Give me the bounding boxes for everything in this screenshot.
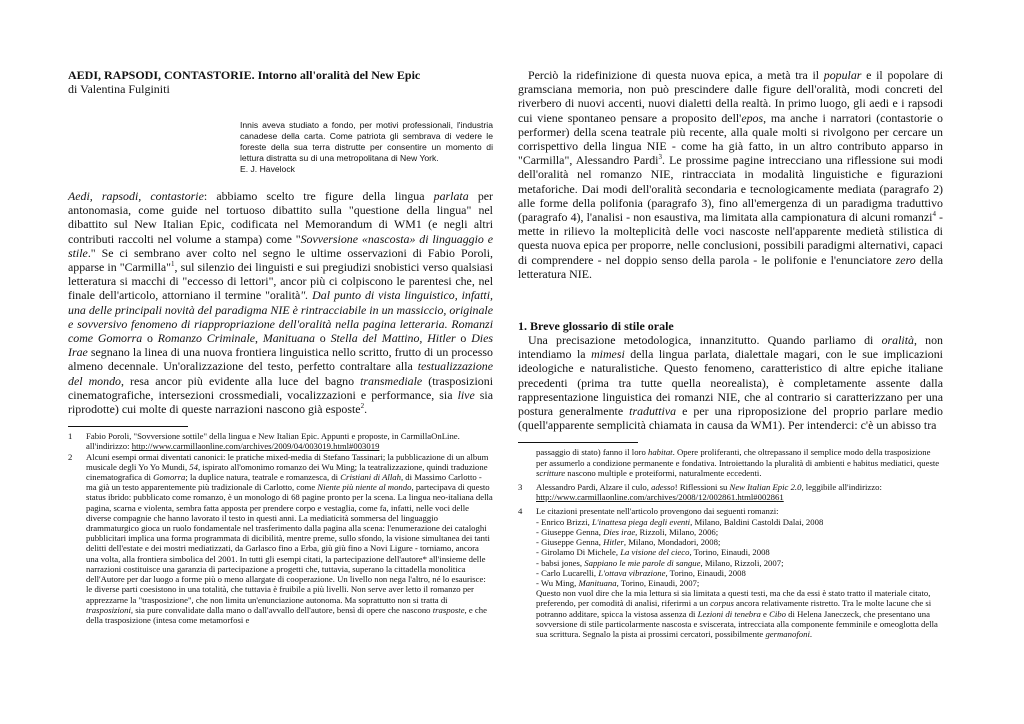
txt: , Torino, Einaudi, 2008 [689,547,770,558]
footnote-3 [518,482,943,502]
footnote-2 [68,452,493,625]
left-column [68,68,493,625]
em: Aedi, rapsodi, contastorie [68,189,204,203]
txt: , non intendiamo la [518,333,943,362]
footnote-1-link[interactable]: http://www.carmillaonline.com/archives/2009/04/003019.html#003019 [131,441,380,452]
em: New Italian Epic 2.0 [729,482,802,493]
txt: , e che della trasposizione (intesa come metamorfosi e [86,604,487,625]
txt: di Helena Janeczeck, che presentano una sovversione di stile particolarmente nascosta e sviscerata, intrecciata alla componente femminile e omeoglotta della sua scrittura. Segnalo la pista ai prossimi cercatori, possibilmente [536,608,938,639]
em: Gomorra [153,472,186,483]
footnote-outro [536,588,943,639]
body-paragraph-2 [518,68,943,281]
em: Sovversione «nascosta» di linguaggio e stile [68,231,494,260]
em: germanofoni [765,628,810,639]
em: oralità [881,333,914,348]
txt: e il popolare di gramsciana memoria, non può prescindere dalle figure dell'oralità, modi concreti del riverbero di nuovi accenti, nuovi dialetti della realtà. In primo luogo, gli aedi e i rapsodi cui viene spontaneo pensare a proposito dell' [518,68,943,125]
em: Romanzo Criminale [157,331,256,346]
footnote-ref-4[interactable]: 4 [932,210,936,219]
em: transmediale [360,373,423,388]
txt: - Giuseppe Genna, [536,526,604,537]
txt: : abbiamo scelto tre figure della lingua [203,189,434,203]
section-heading: 1. Breve glossario di stile orale [518,319,674,334]
footnote-number: 3 [518,482,523,493]
txt: - Girolamo Di Michele, [536,547,621,558]
txt: - Giuseppe Genna, [536,537,604,548]
em: mimesi [591,347,625,362]
txt: , Milano, Baldini Castoldi Dalai, 2008 [690,516,824,527]
txt: , Rizzoli, Milano, 2006; [635,526,719,537]
list-item [536,527,943,537]
txt: (trasposizioni cinematografiche, intersezioni crossmediali, vocalizzazioni e performance, sia [68,373,493,402]
txt: , partecipava di questo status ibrido: pubblicato come romanzo, è un monologo di 68 pagine pronto per la scena. La lingua neo-italiana della pagina, scarna e violenta, sembra fatta apposta per prendere corpo e vestaglia, come fa, infatti, nelle voci delle diverse compagnie che hanno lavorato il testo in questi anni. La mediaticità sommersa del linguaggio drammaturgico gioca un ruolo fondamentale nel trasferimento dalla pagina alla scena: l'enumerazione dei cataloghi pubblicitari implica una forma programmata di dicibilità, mentre preme, sullo sfondo, la visione simultanea dei tanti delitti dell'estate e dei mostri mediatizzati, da Garlasco fino a Erba, giù giù fino a Novi Ligure - torniamo, ancora una volta, alla frontiera simbolica del 2001. In tutti gli esempi citati, la partecipazione dell'autore* all'insieme delle narrazioni costituisce una garanzia di partecipazione a progetti che, tuttavia, superano la cittadella monolitica dell'Autore per dar luogo a forme più o meno allargate di cooperazione. Un livello non nega l'altro, né lo esaurisce: le diverse parti coesistono in una totalità, che tuttavia è fruibile a più livelli. Non serve aver letto il romanzo per apprezzarne la "trasposizione", che non limita un'enunciazione autonoma. Ma soprattutto non si tratta di [86,482,493,605]
right-column [518,68,943,639]
txt: Questo non vuol dire che la mia lettura si sia limitata a questi testi, ma che da essi è stato tratto il materiale citato, preferendo, per comodità di analisi, riferirmi a un [536,588,931,609]
em: Cibo [769,608,786,619]
em: zero [895,252,916,267]
txt: . [809,628,813,639]
em: scritture [536,467,566,478]
epigraph-text: Innis aveva studiato a fondo, per motivi professionali, l'industria canadese della carta. Come patriota gli sembrava di vedere le foreste della sua terra distrutte per consentire un momento di lettura distratta su di una metropolitana di New York. [240,120,493,163]
txt: . Le prossime pagine intrecciano una riflessione sui modi dell'oralità nel romanzo NIE, rintracciata in modalità linguistiche e figurazioni metaforiche. Dai modi dell'oralità secondaria e tecnologicamente mediata (paragrafo 2) alle forme della polifonia (paragrafo 3), fino all'emergenza di un paradigma traduttivo (paragrafo 4), l'analisi - non esaustiva, ma limitata alla campionatura di alcuni romanzi [518,153,943,225]
em: Manituana [578,577,617,588]
list-item [536,558,943,568]
txt: o [455,331,472,346]
em: 54 [189,461,198,472]
txt: Alcuni esempi ormai diventati canonici: le pratiche mixed-media di Stefano Tassinari; la pubblicazione di un album musicale degli Yo Yo Mundi, [86,451,489,472]
txt: e [760,608,770,619]
em: Sappiano le mie parole di sangue [584,557,701,568]
txt: ." Se ci sembrano aver colto nel segno le ultime osservazioni di Fabio Poroli, apparse in "Carmilla" [68,245,493,275]
footnote-number: 2 [68,451,73,462]
em: live [457,387,475,402]
footnote-ref-2[interactable]: 2 [360,402,365,411]
list-item [536,537,943,547]
txt: , sul silenzio dei linguisti e sui pregiudizi snobistici verso qualsiasi letteratura si macchi di "eccesso di lettori", ancor più ci colpiscono le parentesi che, nel finale dell'articolo, attorniano il termine "oralità [68,260,493,303]
article-title [68,68,493,82]
em: Dies irae [603,526,636,537]
em: Cristiani di Allah [340,472,401,483]
footnote-ref-3[interactable]: 3 [658,153,662,162]
txt: della lingua parlata, dialettale magari, con le sue implicazioni ideologiche e naturalistiche. Questo fenomeno, caratteristico di altre epiche italiane precedenti (prima tra tutte quella neorealista), è completamente assente dalla rappresentazione linguistica dei romanzi NIE, che al contrario si caratterizzano per una postura generalmente [518,347,943,419]
list-item [536,568,943,578]
epigraph [240,120,493,175]
txt: della letteratura NIE. [518,252,943,281]
em: epos [741,110,764,125]
em: traduttiva [629,404,677,419]
txt: , resa ancor più evidente alla luce del bagno [120,373,361,388]
list-item [536,547,943,557]
em: Stella del Mattino, Hitler [330,331,456,346]
footnote-number: 4 [518,506,523,517]
em: Gomorra [97,331,143,346]
em: Hitler [603,537,624,548]
txt: , Torino, Einaudi, 2007; [616,577,700,588]
txt: , leggibile all'indirizzo: [801,482,882,493]
footnote-divider [68,426,188,427]
txt: Una precisazione metodologica, innanzitutto. Quando parliamo di [528,333,882,348]
txt: sia riprodotte) cui molte di queste narrazioni nascono già esposte [68,387,493,417]
list-item [536,578,943,588]
txt: - Carlo Lucarelli, [536,567,599,578]
txt: Perciò la ridefinizione di questa nuova epica, a metà tra il [528,68,824,82]
em: L'ottava vibrazione [598,567,666,578]
txt: passaggio di stato) fanno il loro [536,447,648,458]
txt: , Milano, Mondadori, 2008; [623,537,721,548]
txt: , [255,331,263,346]
em: ". Dal punto di vista linguistico, infatti, una delle principali novità del paradigma NIE è rintracciabile in un massiccio, originale e sovversivo fenomeno di riappropriazione dell'oralità nella pagina letteraria. Romanzi come [68,288,493,346]
txt: segnano la linea di una nuova frontiera linguistica nello scritto, frutto di un processo almeno decennale. Un'oralizzazione del testo, perfetto contraltare alla [68,345,493,374]
txt: , ispirato all'omonimo romanzo dei Wu Ming; la teatralizzazione, quindi traduzione cinematografica di [86,461,488,483]
em: Niente più niente al mondo [317,482,412,493]
list-item [536,517,943,527]
footnote-1 [68,431,493,451]
em: parlata [433,189,469,203]
txt: e per una riproposizione del proprio parlare medio (quell'apparente semplicità chiamata in causa da WM1). Per intenderci: c'è un abisso tra [518,404,943,433]
txt: Alessandro Pardi, Alzare il culo, [536,482,652,493]
txt: - Wu Ming, [536,577,579,588]
footnote-3-link[interactable]: http://www.carmillaonline.com/archives/2008/12/002861.html#002861 [536,492,784,503]
footnote-4 [518,506,943,639]
txt: per antonomasia, come guide nel tortuoso dibattito sulla "questione della lingua" nel dibattito sul New Italian Epic, codificata nel Memorandum di WM1 (e negli altri contributi raccolti nel volume a stampa) come " [68,189,493,246]
txt: ancora relativamente ristretto. Tra le molte lacune che si potranno additare, spicca la vistosa assenza di [536,598,932,619]
txt: , ma anche i narratori (contastorie o performer) della scena teatrale più recente, alla quale molti si rivolgono per cercare un corrispettivo della lingua NIE - come ha già fatto, in un altro contributo apparso in "Carmilla", Alessandro Pardi [518,110,943,168]
txt: o [142,331,158,346]
em: Manituana [262,331,315,346]
title-text: AEDI, RAPSODI, CONTASTORIE. Intorno all'oralità del New Epic [68,68,421,82]
epigraph-author: E. J. Havelock [240,164,295,174]
em: corpus [710,598,734,609]
em: habitat [647,447,673,458]
em: L'inattesa piega degli eventi [591,516,691,527]
txt: , sia pure convalidate dalla mano o dall'avvallo dell'autore, bensì di opere che nascono [130,604,433,615]
txt: o [315,331,331,346]
footnote-number: 1 [68,431,73,442]
em: trasposizioni [86,604,131,615]
em: testualizzazione del mondo [68,359,493,388]
txt: , Milano, Rizzoli, 2007; [700,557,784,568]
txt: , Torino, Einaudi, 2008 [665,567,746,578]
footnote-intro: Le citazioni presentate nell'articolo provengono dai seguenti romanzi: [536,506,779,517]
txt: - Enrico Brizzi, [536,516,592,527]
footnote-divider [518,442,638,443]
em: trasposte [432,604,465,615]
txt: - babsi jones, [536,557,585,568]
footnote-text: Fabio Poroli, "Sovversione sottile" della lingua e New Italian Epic. Appunti e proposte, in CarmillaOnLine. all'indirizzo: [86,431,460,452]
em: Dies Irae [68,331,493,360]
txt: , di Massimo Carlotto - ma già un testo apparentemente più tradizionale di Carlotto, come [86,472,482,493]
txt: - mette in rilievo la molteplicità delle voci nascoste nell'apparente medietà stilistica di questa nuova epica per proporre, nelle conclusioni, possibili paradigmi alternativi, capaci di comprendere - nel doppio senso della parola - le polifonie e l'enunciatore [518,210,943,267]
txt: nascono multiple e proteiformi, naturalmente eccedenti. [565,467,762,478]
txt: . [364,402,368,417]
em: adesso [651,482,675,493]
body-paragraph-1 [68,189,493,416]
em: Lezioni di tenebra [697,608,761,619]
txt: . Opere proliferanti, che oltrepassano il semplice modo della trasposizione per assumerlo a condizione permanente e fondativa. Introiettando la pluralità di ambienti e habitus mediatici, queste [536,447,940,468]
footnote-2-continued [518,447,943,478]
footnote-ref-1[interactable]: 1 [171,260,175,269]
em: La visione del cieco [620,547,690,558]
txt: ! Riflessioni su [674,482,730,493]
article-author: di Valentina Fulginiti [68,82,170,96]
txt: ; la duplice natura, teatrale e romanzesca, di [185,472,341,483]
em: popular [823,68,862,82]
body-paragraph-3 [518,333,943,432]
